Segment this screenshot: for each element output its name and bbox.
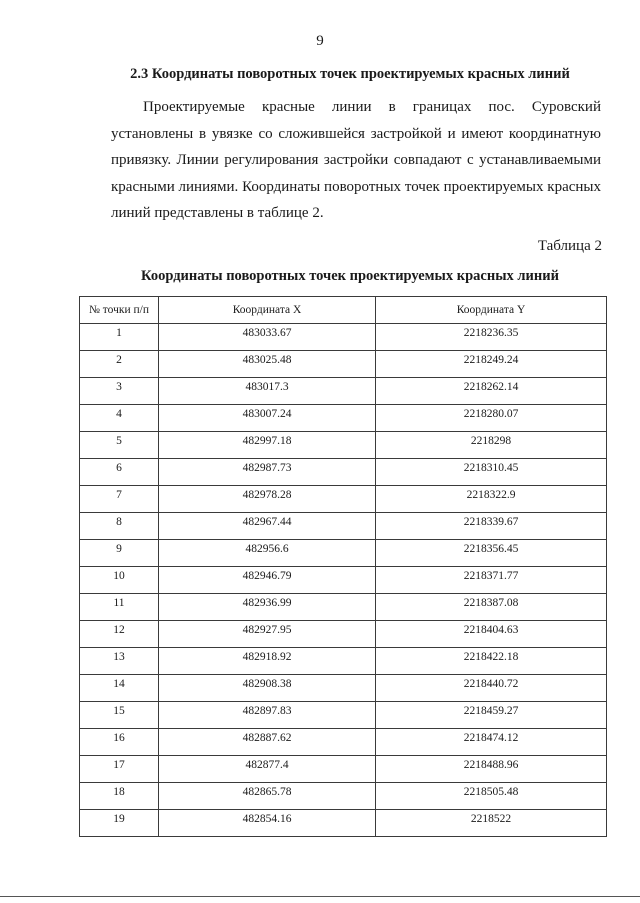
cell-point-number [80, 621, 159, 648]
bottom-rule [0, 896, 640, 897]
cell-point-number [80, 324, 159, 351]
cell-coordinate-x-value: 482967.44 [242, 516, 292, 528]
cell-coordinate-y [376, 810, 607, 837]
cell-coordinate-y-value: 2218488.96 [463, 759, 519, 771]
cell-point-number-value: 1 [116, 327, 122, 339]
cell-coordinate-y-value: 2218310.45 [463, 462, 519, 474]
cell-coordinate-y-value: 2218322.9 [466, 489, 516, 501]
cell-coordinate-y [376, 351, 607, 378]
coordinates-table [79, 296, 607, 837]
cell-point-number [80, 783, 159, 810]
cell-coordinate-y-value: 2218474.12 [463, 732, 519, 744]
cell-coordinate-y-value: 2218404.63 [463, 624, 519, 636]
cell-coordinate-x-value: 482956.6 [245, 543, 289, 555]
table-body [80, 324, 607, 837]
cell-point-number [80, 702, 159, 729]
header-point-number: № точки п/п [80, 297, 159, 324]
cell-point-number-value: 9 [116, 543, 122, 555]
cell-point-number-value: 3 [116, 381, 122, 393]
cell-coordinate-x-value: 483033.67 [242, 327, 292, 339]
cell-coordinate-y-value: 2218505.48 [463, 786, 519, 798]
table-row [80, 783, 607, 810]
cell-coordinate-x-value: 482854.16 [242, 813, 292, 825]
cell-point-number [80, 756, 159, 783]
cell-coordinate-y-value: 2218356.45 [463, 543, 519, 555]
cell-point-number-value: 16 [113, 732, 125, 744]
body-paragraph: Проектируемые красные линии в границах пос. Суровский установлены в увязке со сложившейся застройкой и имеют координатную привязку. Линии регулирования застройки совпадают с устанавливаемыми красными линиями. Координаты поворотных точек проектируемых красных линий представлены в таблице 2. [111, 99, 601, 221]
cell-coordinate-x [159, 351, 376, 378]
cell-coordinate-y [376, 540, 607, 567]
cell-coordinate-x [159, 324, 376, 351]
table-row [80, 810, 607, 837]
cell-point-number-value: 5 [116, 435, 122, 447]
cell-coordinate-y [376, 594, 607, 621]
cell-coordinate-y [376, 378, 607, 405]
table-row [80, 594, 607, 621]
cell-coordinate-y-value: 2218249.24 [463, 354, 519, 366]
table-row [80, 567, 607, 594]
cell-coordinate-y-value: 2218522 [470, 813, 512, 825]
cell-coordinate-x-value: 482908.38 [242, 678, 292, 690]
cell-coordinate-x [159, 378, 376, 405]
cell-coordinate-y-value: 2218422.18 [463, 651, 519, 663]
cell-coordinate-x [159, 405, 376, 432]
table-header-row [80, 297, 607, 324]
cell-point-number [80, 567, 159, 594]
cell-coordinate-x [159, 432, 376, 459]
cell-coordinate-x [159, 729, 376, 756]
cell-coordinate-y-value: 2218440.72 [463, 678, 519, 690]
section-heading: 2.3 Координаты поворотных точек проектируемых красных линий [130, 66, 570, 82]
cell-coordinate-y-value: 2218236.35 [463, 327, 519, 339]
cell-coordinate-x-value: 483025.48 [242, 354, 292, 366]
table-row [80, 702, 607, 729]
cell-coordinate-y-value: 2218339.67 [463, 516, 519, 528]
table-row [80, 486, 607, 513]
cell-coordinate-x-value: 483017.3 [245, 381, 289, 393]
cell-point-number-value: 7 [116, 489, 122, 501]
cell-coordinate-x [159, 756, 376, 783]
table-row [80, 432, 607, 459]
cell-point-number-value: 6 [116, 462, 122, 474]
cell-coordinate-x [159, 540, 376, 567]
cell-point-number [80, 432, 159, 459]
cell-coordinate-x-value: 482887.62 [242, 732, 292, 744]
cell-point-number [80, 405, 159, 432]
cell-point-number-value: 19 [113, 813, 125, 825]
cell-coordinate-y [376, 432, 607, 459]
table-row [80, 540, 607, 567]
cell-point-number [80, 648, 159, 675]
header-coordinate-x: Координата X [159, 297, 376, 324]
cell-point-number [80, 459, 159, 486]
cell-coordinate-y [376, 783, 607, 810]
table-row [80, 729, 607, 756]
cell-coordinate-x [159, 675, 376, 702]
cell-coordinate-x [159, 567, 376, 594]
cell-coordinate-y [376, 513, 607, 540]
cell-coordinate-x-value: 482897.83 [242, 705, 292, 717]
cell-coordinate-y-value: 2218387.08 [463, 597, 519, 609]
cell-coordinate-x-value: 482927.95 [242, 624, 292, 636]
cell-coordinate-y [376, 675, 607, 702]
cell-coordinate-x-value: 483007.24 [242, 408, 292, 420]
cell-coordinate-y [376, 756, 607, 783]
cell-point-number [80, 486, 159, 513]
cell-point-number-value: 12 [113, 624, 125, 636]
cell-coordinate-y [376, 459, 607, 486]
cell-point-number [80, 594, 159, 621]
cell-point-number-value: 10 [113, 570, 125, 582]
table-row [80, 378, 607, 405]
cell-coordinate-x [159, 810, 376, 837]
cell-coordinate-x [159, 648, 376, 675]
cell-coordinate-x [159, 486, 376, 513]
table-row [80, 621, 607, 648]
table-caption: Таблица 2 [537, 238, 602, 254]
table-row [80, 648, 607, 675]
cell-point-number-value: 11 [113, 597, 125, 609]
cell-coordinate-y-value: 2218262.14 [463, 381, 519, 393]
table-title: Координаты поворотных точек проектируемых красных линий [141, 268, 559, 284]
table-row [80, 324, 607, 351]
cell-coordinate-x [159, 783, 376, 810]
table-row [80, 756, 607, 783]
cell-coordinate-x [159, 459, 376, 486]
cell-point-number-value: 17 [113, 759, 125, 771]
cell-coordinate-y [376, 621, 607, 648]
cell-point-number [80, 540, 159, 567]
cell-point-number [80, 810, 159, 837]
cell-point-number [80, 729, 159, 756]
cell-point-number-value: 18 [113, 786, 125, 798]
cell-coordinate-x-value: 482936.99 [242, 597, 292, 609]
cell-coordinate-y [376, 405, 607, 432]
cell-coordinate-x-value: 482918.92 [242, 651, 292, 663]
cell-coordinate-x-value: 482978.28 [242, 489, 292, 501]
cell-coordinate-x-value: 482877.4 [245, 759, 289, 771]
cell-coordinate-y [376, 648, 607, 675]
header-coordinate-y: Координата Y [376, 297, 607, 324]
cell-coordinate-x-value: 482987.73 [242, 462, 292, 474]
cell-coordinate-x-value: 482997.18 [242, 435, 292, 447]
page-number: 9 [316, 33, 324, 49]
cell-point-number-value: 2 [116, 354, 122, 366]
cell-coordinate-x-value: 482946.79 [242, 570, 292, 582]
table-row [80, 351, 607, 378]
cell-coordinate-y-value: 2218371.77 [463, 570, 519, 582]
cell-point-number-value: 4 [116, 408, 122, 420]
cell-point-number [80, 378, 159, 405]
cell-coordinate-x [159, 513, 376, 540]
cell-point-number [80, 675, 159, 702]
cell-coordinate-y [376, 567, 607, 594]
cell-coordinate-x [159, 621, 376, 648]
cell-point-number [80, 351, 159, 378]
cell-coordinate-y [376, 729, 607, 756]
cell-coordinate-y-value: 2218280.07 [463, 408, 519, 420]
cell-coordinate-y [376, 324, 607, 351]
cell-point-number-value: 15 [113, 705, 125, 717]
cell-point-number-value: 14 [113, 678, 125, 690]
table-row [80, 675, 607, 702]
table-row [80, 459, 607, 486]
table-row [80, 405, 607, 432]
cell-coordinate-y-value: 2218298 [470, 435, 512, 447]
cell-point-number [80, 513, 159, 540]
cell-coordinate-y [376, 486, 607, 513]
table-row [80, 513, 607, 540]
cell-point-number-value: 13 [113, 651, 125, 663]
cell-coordinate-x [159, 702, 376, 729]
cell-coordinate-y-value: 2218459.27 [463, 705, 519, 717]
cell-coordinate-x [159, 594, 376, 621]
cell-coordinate-y [376, 702, 607, 729]
cell-point-number-value: 8 [116, 516, 122, 528]
cell-coordinate-x-value: 482865.78 [242, 786, 292, 798]
